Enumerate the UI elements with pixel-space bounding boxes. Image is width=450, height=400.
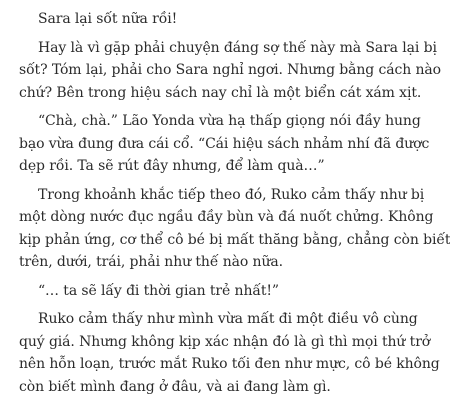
- text-line: Sara lại sốt nữa rồi!: [38, 11, 178, 27]
- text-line: bạo vừa đung đưa cái cổ. “Cái hiệu sách nhảm nhí đã được: [19, 135, 430, 152]
- text-line: sốt? Tóm lại, phải cho Sara nghỉ ngơi. Nhưng bằng cách nào: [19, 62, 442, 78]
- text-line: Trong khoảnh khắc tiếp theo đó, Ruko cảm thấy như bị: [38, 186, 425, 203]
- paragraph: [38, 280, 380, 303]
- text-line: một dòng nước đục ngầu đầy bùn và đá nuốt chửng. Không: [19, 209, 434, 225]
- text-line: trên, dưới, trái, phải như thế nào nữa.: [19, 254, 283, 270]
- paragraph: [19, 37, 442, 105]
- paragraph: [19, 308, 440, 398]
- text-line: Ruko cảm thấy như mình vừa mất đi một điều vô cùng: [38, 311, 418, 327]
- text-line: “Chà, chà.” Lão Yonda vừa hạ thấp giọng nói đầy hung: [38, 113, 421, 129]
- paragraph: [19, 110, 430, 178]
- text-line: quý giá. Nhưng không kịp xác nhận đó là gì thì mọi thứ trở: [19, 333, 431, 350]
- text-line: dẹp rồi. Ta sẽ rút đây nhưng, để làm quà…”: [19, 158, 325, 174]
- paragraph: [38, 8, 380, 31]
- paragraph: [19, 184, 450, 274]
- text-line: còn biết mình đang ở đâu, và ai đang làm gì.: [19, 378, 331, 395]
- text-line: Hay là vì gặp phải chuyện đáng sợ thế này mà Sara lại bị: [38, 39, 437, 56]
- text-line: kịp phản ứng, cơ thể cô bé bị mất thăng bằng, chẳng còn biết: [19, 231, 450, 248]
- text-line: “… ta sẽ lấy đi thời gian trẻ nhất!”: [38, 282, 279, 299]
- text-line: chứ? Bên trong hiệu sách nay chỉ là một biển cát xám xịt.: [19, 84, 422, 101]
- text-line: nên hỗn loạn, trước mắt Ruko tối đen như mực, cô bé không: [19, 356, 440, 372]
